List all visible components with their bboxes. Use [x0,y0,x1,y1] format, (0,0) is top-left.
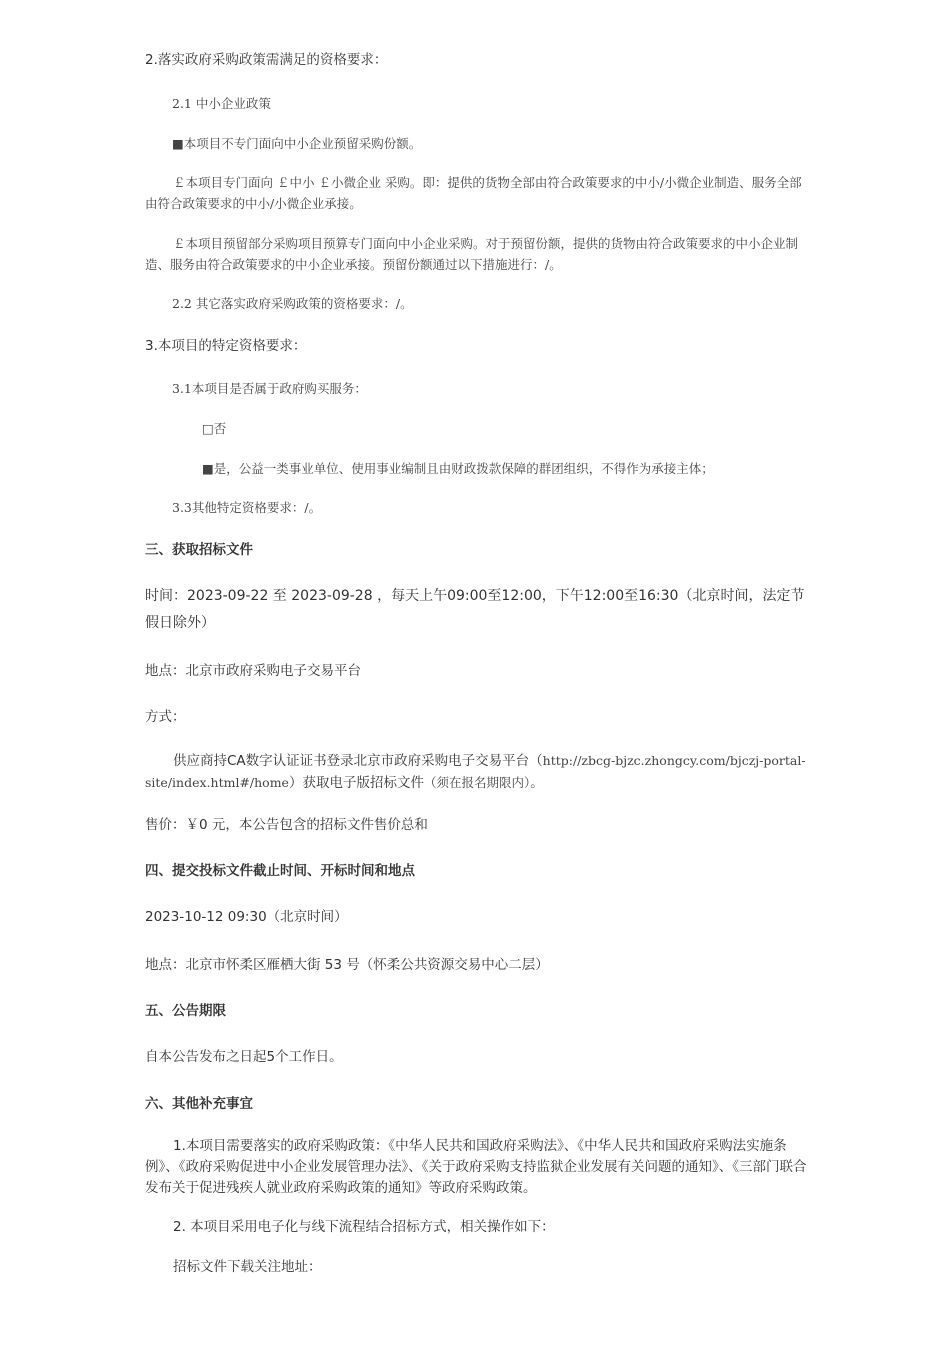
electronic-process-note: 2. 本项目采用电子化与线下流程结合招标方式，相关操作如下： [173,1219,555,1235]
sme-option-partial-reserve: ￡本项目预留部分采购项目预算专门面向中小企业采购。对于预留份额，提供的货物由符合政策要求的中小企业制造、服务由符合政策要求的中小企业承接。预留份额通过以下措施进行：/。 [145,236,799,272]
sme-option-dedicated: ￡本项目专门面向 ￡中小 ￡小微企业 采购。即：提供的货物全部由符合政策要求的中小/小微企业制造、服务全部由符合政策要求的中小/小微企业承接。 [145,175,802,211]
obtain-time: 时间：2023-09-22 至 2023-09-28 ，每天上午09:00至12:00，下午12:00至16:30（北京时间，法定节假日除外） [145,588,805,631]
method-text-c: （须在报名期限内） [423,775,531,790]
download-address-label: 招标文件下载关注地址： [173,1259,322,1275]
obtain-place: 地点：北京市政府采购电子交易平台 [145,663,361,679]
other-policy-requirements: 2.2 其它落实政府采购政策的资格要求：/。 [172,296,413,311]
heading-submission-deadline: 四、提交投标文件截止时间、开标时间和地点 [145,863,415,879]
heading-notice-period: 五、公告期限 [145,1003,226,1019]
method-text-a: 供应商持CA数字认证证书登录北京市政府采购电子交易平台（ [173,753,543,769]
document-price: 售价：￥0 元，本公告包含的招标文件售价总和 [145,817,428,833]
method-text-b: ）获取电子版招标文件 [288,775,424,791]
section-2-title: 2.落实政府采购政策需满足的资格要求： [145,52,388,68]
sme-policy-title: 2.1 中小企业政策 [172,96,271,111]
other-specific-requirements: 3.3其他特定资格要求：/。 [172,500,322,515]
policy-note: 1.本项目需要落实的政府采购政策：《中华人民共和国政府采购法》、《中华人民共和国政府采购法实施条例》、《政府采购促进中小企业发展管理办法》、《关于政府采购支持监狱企业发展有关问题的通知》、《三部门联合发布关于促进残疾人就业政府采购政策的通知》等政府采购政策。 [145,1138,807,1196]
heading-obtain-documents: 三、获取招标文件 [145,542,253,558]
service-purchase-question: 3.1本项目是否属于政府购买服务： [172,381,367,396]
service-purchase-option-yes: ■是，公益一类事业单位、使用事业编制且由财政拨款保障的群团组织，不得作为承接主体； [202,461,714,476]
service-purchase-option-no: □否 [202,421,227,436]
heading-other-matters: 六、其他补充事宜 [145,1096,253,1112]
method-text-d: 。 [530,775,544,791]
notice-period: 自本公告发布之日起5个工作日。 [145,1049,343,1065]
platform-url: http://zbcg-bjzc.zhongcy.com/bjczj-portal-site/index.html#/home [145,753,806,790]
bid-opening-place: 地点：北京市怀柔区雁栖大街 53 号（怀柔公共资源交易中心二层） [145,957,549,973]
obtain-method-label: 方式： [145,709,186,725]
submission-deadline: 2023-10-12 09:30（北京时间） [145,909,348,925]
section-3-title: 3.本项目的特定资格要求： [145,338,307,354]
sme-option-not-reserved: ■本项目不专门面向中小企业预留采购份额。 [172,136,422,151]
obtain-method-detail [145,750,810,794]
